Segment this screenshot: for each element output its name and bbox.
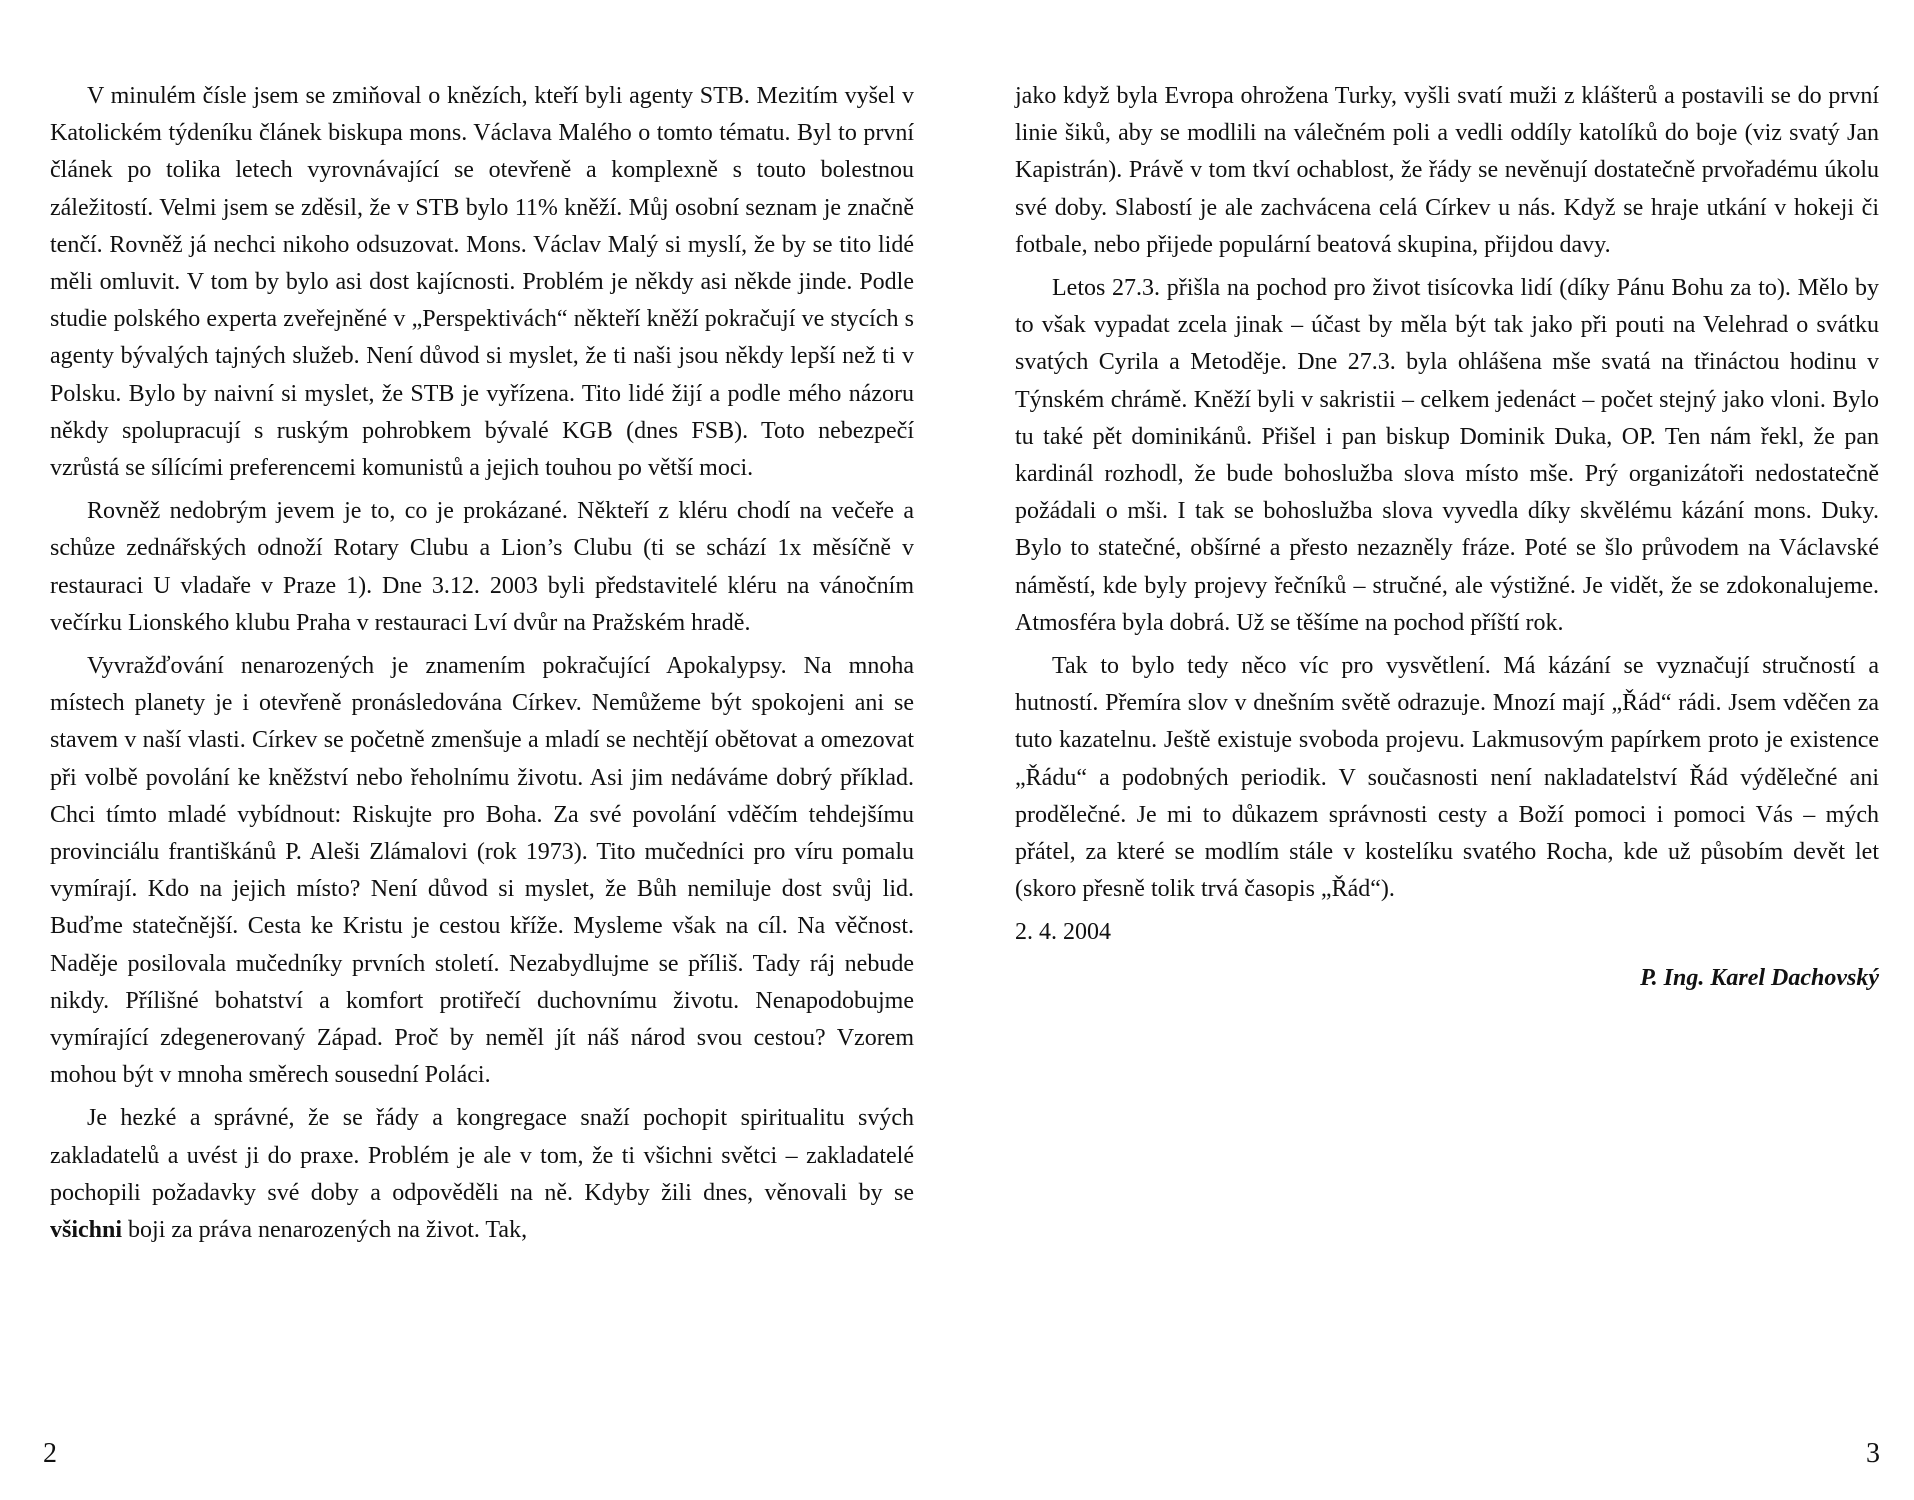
paragraph: Letos 27.3. přišla na pochod pro život tisícovka lidí (díky Pánu Bohu za to). Mělo by to však vypadat zcela jinak – účast by měla být tak jako při pouti na Velehrad o svátku svatých Cyrila a Metoděje. Dne 27.3. byla ohlášena mše svatá na třináctou hodinu v Týnském chrámě. Kněží byli v sakristii – celkem jedenáct – počet stejný jako vloni. Bylo tu také pět dominikánů. Přišel i pan biskup Dominik Duka, OP. Ten nám řekl, že pan kardinál rozhodl, že bude bohoslužba slova místo mše. Prý organizátoři nedostatečně požádali o mši. I tak se bohoslužba slova vyvedla díky skvělému kázání mons. Duky. Bylo to statečné, obšírné a přesto nezazněly fráze. Poté se šlo průvodem na Václavské náměstí, kde byly projevy řečníků – stručné, ale výstižné. Je vidět, že se zdokonalujeme. Atmosféra byla dobrá. Už se těšíme na pochod příští rok. <box>1015 275 1879 636</box>
paragraph-last <box>50 1100 914 1249</box>
paragraph-text: boji za práva nenarozených na život. Tak, <box>122 1217 528 1244</box>
left-text-column <box>50 78 914 1255</box>
right-page <box>957 0 1914 1500</box>
right-text-column <box>1015 78 1879 1003</box>
paragraph: V minulém čísle jsem se zmiňoval o knězích, kteří byli agenty STB. Mezitím vyšel v Katolickém týdeníku článek biskupa mons. Václava Malého o tomto tématu. Byl to první článek po tolika letech vyrovnávající se otevřeně a komplexně s touto bolestnou záležitostí. Velmi jsem se zděsil, že v STB bylo 11% kněží. Můj osobní seznam je značně tenčí. Rovněž já nechci nikoho odsuzovat. Mons. Václav Malý si myslí, že by se tito lidé měli omluvit. V tom by bylo asi dost kajícnosti. Problém je někdy asi někde jinde. Podle studie polského experta zveřejněné v „Perspektivách“ někteří kněží pokračují ve stycích s agenty bývalých tajných služeb. Není důvod si myslet, že ti naši jsou někdy lepší než ti v Polsku. Bylo by naivní si myslet, že STB je vyřízena. Tito lidé žijí a podle mého názoru někdy spolupracují s ruským pohrobkem bývalé KGB (dnes FSB). Toto nebezpečí vzrůstá se sílícími preferencemi komunistů a jejich touhou po větší moci. <box>50 83 914 482</box>
author-signature: P. Ing. Karel Dachovský <box>1640 964 1879 991</box>
paragraph: Vyvražďování nenarozených je znamením pokračující Apokalypsy. Na mnoha místech planety je i otevřeně pronásledována Církev. Nemůžeme být spokojeni ani se stavem v naší vlasti. Církev se početně zmenšuje a mladí se nechtějí obětovat a omezovat při volbě povolání ke kněžství nebo řeholnímu životu. Asi jim nedáváme dobrý příklad. Chci tímto mladé vybídnout: Riskujte pro Boha. Za své povolání vděčím tehdejšímu provinciálu františkánů P. Aleši Zlámalovi (rok 1973). Tito mučedníci pro víru pomalu vymírají. Kdo na jejich místo? Není důvod si myslet, že Bůh nemiluje dost svůj lid. Buďme statečnější. Cesta ke Kristu je cestou kříže. Mysleme však na cíl. Na věčnost. Naděje posilovala mučedníky prvních století. Nezabydlujme se příliš. Tady ráj nebude nikdy. Přílišné bohatství a komfort protiřečí duchovnímu životu. Nenapodobujme vymírající zdegenerovaný Západ. Proč by neměl jít náš národ svou cestou? Vzorem mohou být v mnoha směrech sousední Poláci. <box>50 653 914 1089</box>
article-date: 2. 4. 2004 <box>1015 919 1111 946</box>
paragraph-text: Je hezké a správné, že se řády a kongregace snaží pochopit spiritualitu svých zakladatelů a uvést ji do praxe. Problém je ale v tom, že ti všichni světci – zakladatelé pochopili požadavky své doby a odpověděli na ně. Kdyby žili dnes, věnovali by se <box>50 1105 914 1206</box>
paragraph: Rovněž nedobrým jevem je to, co je prokázané. Někteří z kléru chodí na večeře a schůze zednářských odnoží Rotary Clubu a Lion’s Clubu (ti se schází 1x měsíčně v restauraci U vladaře v Praze 1). Dne 3.12. 2003 byli představitelé kléru na vánočním večírku Lionského klubu Praha v restauraci Lví dvůr na Pražském hradě. <box>50 498 914 636</box>
emphasized-word: všichni <box>50 1217 123 1244</box>
page-number: 3 <box>1866 1438 1880 1469</box>
paragraph: Tak to bylo tedy něco víc pro vysvětlení. Má kázání se vyznačují stručností a hutností. Přemíra slov v dnešním světě odrazuje. Mnozí mají „Řád“ rádi. Jsem vděčen za tuto kazatelnu. Ještě existuje svoboda projevu. Lakmusovým papírkem proto je existence „Řádu“ a podobných periodik. V současnosti není nakladatelství Řád výdělečné ani prodělečné. Je mi to důkazem správnosti cesty a Boží pomoci i pomoci Vás – mých přátel, za které se modlím stále v kostelíku svatého Rocha, kde už působím devět let (skoro přesně tolik trvá časopis „Řád“). <box>1015 653 1879 903</box>
page-number: 2 <box>43 1438 57 1469</box>
paragraph-continuation: jako když byla Evropa ohrožena Turky, vyšli svatí muži z klášterů a postavili se do první linie šiků, aby se modlili na válečném poli a vedli oddíly katolíků do boje (viz svatý Jan Kapistrán). Právě v tom tkví ochablost, že řády se nevěnují dostatečně prvořadému úkolu své doby. Slabostí je ale zachvácena celá Církev u nás. Když se hraje utkání v hokeji či fotbale, nebo přijede populární beatová skupina, přijdou davy. <box>1015 83 1879 258</box>
